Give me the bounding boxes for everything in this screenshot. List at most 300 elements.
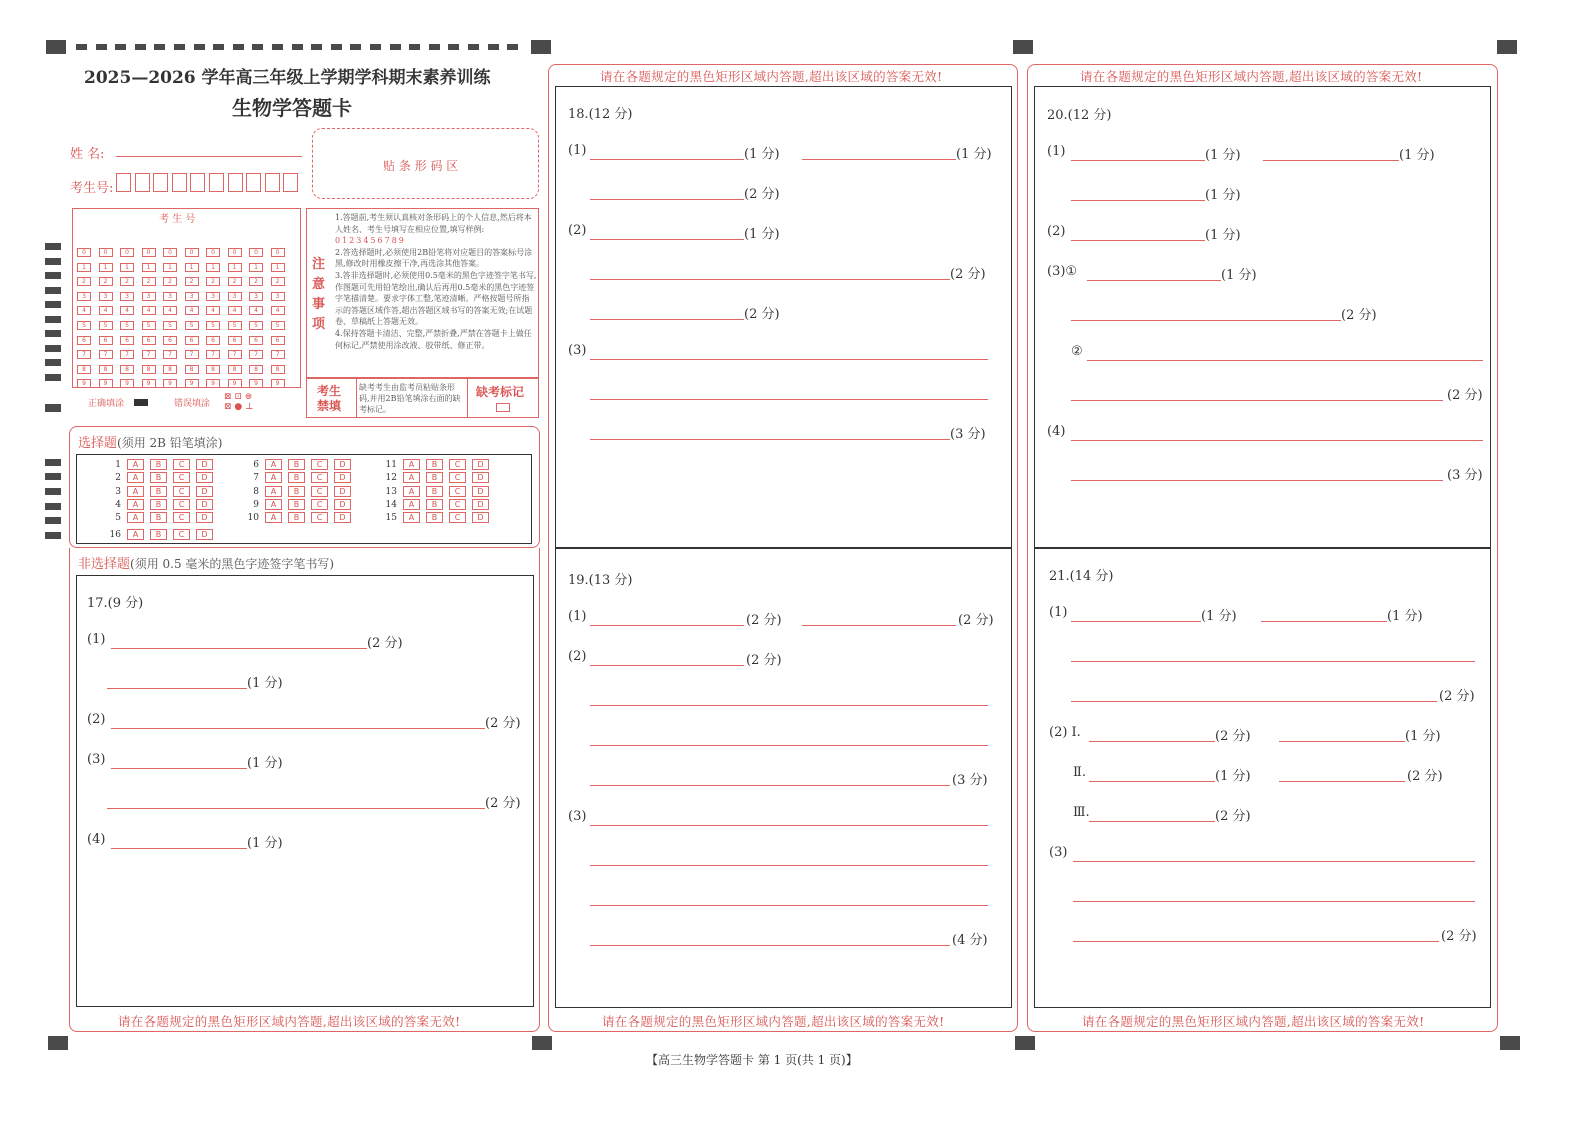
- page-footer: 【高三生物学答题卡 第 1 页(共 1 页)】: [646, 1053, 858, 1067]
- number-bubble[interactable]: 8: [228, 365, 242, 374]
- choice-bubble-c[interactable]: C: [173, 486, 190, 497]
- number-bubble[interactable]: 9: [185, 379, 199, 388]
- number-bubble[interactable]: 5: [77, 321, 91, 330]
- choice-bubble-d[interactable]: D: [334, 499, 351, 510]
- q21-score: (2 分): [1215, 729, 1251, 744]
- q18-2-answer-c[interactable]: [590, 319, 744, 320]
- number-bubble[interactable]: 7: [185, 350, 199, 359]
- side-timing-mark: [45, 459, 61, 466]
- q20-4-answer-a[interactable]: [1071, 440, 1483, 441]
- number-bubble[interactable]: 0: [185, 248, 199, 257]
- number-bubble[interactable]: 3: [185, 292, 199, 301]
- choice-bubble-c[interactable]: C: [173, 499, 190, 510]
- timing-dash: [194, 44, 205, 50]
- q18-2-answer-b[interactable]: [590, 279, 950, 280]
- number-bubble[interactable]: 0: [120, 248, 134, 257]
- q21-1-answer-b[interactable]: [1261, 621, 1387, 622]
- q20-score: (1 分): [1205, 188, 1241, 203]
- choice-bubble-d[interactable]: D: [196, 512, 213, 523]
- q18-3-answer-b[interactable]: [590, 399, 988, 400]
- number-bubble[interactable]: 3: [271, 292, 285, 301]
- choice-bubble-a[interactable]: A: [403, 512, 420, 523]
- number-bubble[interactable]: 9: [99, 379, 113, 388]
- choice-bubble-c[interactable]: C: [449, 512, 466, 523]
- correct-fill-label: 正确填涂: [88, 399, 125, 409]
- q19-3-answer-a[interactable]: [590, 825, 988, 826]
- number-bubble[interactable]: 8: [77, 365, 91, 374]
- number-bubble[interactable]: 5: [185, 321, 199, 330]
- number-bubble[interactable]: 2: [206, 277, 220, 286]
- choice-bubble-c[interactable]: C: [449, 486, 466, 497]
- id-digit-box[interactable]: [135, 173, 150, 192]
- choice-bubble-a[interactable]: A: [265, 486, 282, 497]
- choice-question: [371, 499, 495, 510]
- q20-2-answer[interactable]: [1071, 240, 1205, 241]
- number-bubble[interactable]: 7: [99, 350, 113, 359]
- number-bubble[interactable]: 0: [163, 248, 177, 257]
- choice-number: 11: [385, 460, 397, 470]
- choice-bubble-b[interactable]: B: [288, 499, 305, 510]
- choice-bubble-b[interactable]: B: [150, 529, 167, 540]
- q21-3-answer-b[interactable]: [1073, 901, 1475, 902]
- choice-bubble-d[interactable]: D: [472, 512, 489, 523]
- number-bubble[interactable]: 6: [142, 336, 156, 345]
- q21-label-2-1: (2) Ⅰ.: [1049, 725, 1081, 740]
- number-bubble[interactable]: 9: [228, 379, 242, 388]
- id-boxes[interactable]: [116, 173, 302, 193]
- q21-2-2-answer-b[interactable]: [1279, 781, 1405, 782]
- absent-label: 缺考标记: [476, 385, 525, 399]
- q19-1-answer-a[interactable]: [590, 625, 744, 626]
- number-bubble[interactable]: 3: [163, 292, 177, 301]
- id-digit-box[interactable]: [209, 173, 224, 192]
- id-digit-box[interactable]: [228, 173, 243, 192]
- id-digit-box[interactable]: [265, 173, 280, 192]
- number-bubble[interactable]: 1: [206, 263, 220, 272]
- choice-bubble-c[interactable]: C: [173, 512, 190, 523]
- timing-dash: [448, 44, 459, 50]
- side-timing-mark: [45, 243, 61, 250]
- number-bubble[interactable]: 4: [249, 306, 263, 315]
- q18-score: (2 分): [950, 267, 986, 282]
- timing-dash: [115, 44, 126, 50]
- choice-bubble-c[interactable]: C: [311, 459, 328, 470]
- number-bubble[interactable]: 8: [185, 365, 199, 374]
- number-bubble[interactable]: 2: [228, 277, 242, 286]
- choice-bubble-a[interactable]: A: [265, 512, 282, 523]
- choice-bubble-d[interactable]: D: [472, 459, 489, 470]
- choice-bubble-d[interactable]: D: [196, 486, 213, 497]
- q17-1-answer-a[interactable]: [111, 648, 367, 649]
- q19-2-answer-a[interactable]: [590, 665, 744, 666]
- choice-bubble-b[interactable]: B: [150, 486, 167, 497]
- side-timing-mark: [45, 316, 61, 323]
- q20-1-answer-b[interactable]: [1263, 160, 1399, 161]
- number-bubble[interactable]: 7: [249, 350, 263, 359]
- number-bubble[interactable]: 4: [185, 306, 199, 315]
- number-bubble[interactable]: 6: [163, 336, 177, 345]
- q21-score: (2 分): [1441, 929, 1477, 944]
- number-bubble[interactable]: 9: [163, 379, 177, 388]
- number-bubble[interactable]: 7: [142, 350, 156, 359]
- number-bubble[interactable]: 6: [249, 336, 263, 345]
- id-digit-box[interactable]: [283, 173, 298, 192]
- side-timing-mark: [45, 301, 61, 308]
- choice-bubble-b[interactable]: B: [426, 512, 443, 523]
- number-bubble[interactable]: 4: [271, 306, 285, 315]
- number-bubble[interactable]: 1: [120, 263, 134, 272]
- number-bubble[interactable]: 6: [120, 336, 134, 345]
- number-bubble[interactable]: 9: [249, 379, 263, 388]
- timing-dash: [429, 44, 440, 50]
- q20-label-3-1: (3)①: [1047, 264, 1078, 279]
- number-bubble[interactable]: 2: [163, 277, 177, 286]
- choice-bubble-c[interactable]: C: [311, 512, 328, 523]
- number-bubble[interactable]: 4: [120, 306, 134, 315]
- q18-3-answer-c[interactable]: [590, 439, 950, 440]
- number-bubble[interactable]: 7: [120, 350, 134, 359]
- q18-label-2: (2): [568, 223, 587, 238]
- number-bubble[interactable]: 1: [163, 263, 177, 272]
- choice-bubble-a[interactable]: A: [265, 472, 282, 483]
- q20-3-2-answer-b[interactable]: [1071, 400, 1443, 401]
- choice-question: [233, 486, 357, 497]
- choice-bubble-c[interactable]: C: [173, 459, 190, 470]
- q21-1-answer-d[interactable]: [1071, 701, 1437, 702]
- choice-bubble-d[interactable]: D: [334, 459, 351, 470]
- choice-bubble-b[interactable]: B: [150, 472, 167, 483]
- q18-2-answer-a[interactable]: [590, 239, 744, 240]
- q21-score: (1 分): [1387, 609, 1423, 624]
- q20-score: (1 分): [1205, 148, 1241, 163]
- page-subtitle: 生物学答题卡: [232, 96, 352, 120]
- q21-2-2-answer-a[interactable]: [1089, 781, 1215, 782]
- number-bubble[interactable]: 6: [185, 336, 199, 345]
- q21-2-3-answer[interactable]: [1089, 821, 1215, 822]
- nonchoice-title: 非选择题: [78, 557, 131, 572]
- q19-2-answer-c[interactable]: [590, 745, 988, 746]
- number-bubble[interactable]: 6: [271, 336, 285, 345]
- number-bubble[interactable]: 6: [228, 336, 242, 345]
- number-bubble[interactable]: 1: [228, 263, 242, 272]
- q18-box: [555, 86, 1012, 548]
- number-bubble[interactable]: 7: [163, 350, 177, 359]
- barcode-area: [312, 128, 539, 199]
- q20-score: (2 分): [1447, 388, 1483, 403]
- number-bubble[interactable]: 9: [142, 379, 156, 388]
- choice-bubble-a[interactable]: A: [127, 459, 144, 470]
- side-timing-mark: [45, 272, 61, 279]
- q18-score: (2 分): [744, 307, 780, 322]
- choice-bubble-a[interactable]: A: [127, 512, 144, 523]
- number-bubble[interactable]: 4: [142, 306, 156, 315]
- q20-1-answer-c[interactable]: [1071, 200, 1205, 201]
- number-bubble[interactable]: 1: [271, 263, 285, 272]
- q19-2-answer-b[interactable]: [590, 705, 988, 706]
- number-bubble[interactable]: 4: [206, 306, 220, 315]
- number-bubble[interactable]: 0: [206, 248, 220, 257]
- choice-bubble-b[interactable]: B: [426, 486, 443, 497]
- number-bubble[interactable]: 1: [249, 263, 263, 272]
- choice-bubble-a[interactable]: A: [265, 499, 282, 510]
- choice-bubble-a[interactable]: A: [403, 472, 420, 483]
- q17-title: 17.(9 分): [87, 596, 144, 611]
- q21-label-3: (3): [1049, 845, 1068, 860]
- number-bubble[interactable]: 4: [163, 306, 177, 315]
- choice-bubble-b[interactable]: B: [288, 486, 305, 497]
- q21-3-answer-a[interactable]: [1073, 861, 1475, 862]
- number-bubble[interactable]: 2: [249, 277, 263, 286]
- choice-bubble-c[interactable]: C: [449, 459, 466, 470]
- id-label: 考生号:: [70, 181, 114, 196]
- choice-bubble-d[interactable]: D: [196, 472, 213, 483]
- side-timing-mark: [45, 359, 61, 366]
- timing-dash: [174, 44, 185, 50]
- choice-number: 12: [385, 473, 397, 484]
- number-bubble[interactable]: 5: [163, 321, 177, 330]
- q21-box: [1034, 548, 1491, 1008]
- q20-label-3-2: ②: [1071, 344, 1083, 359]
- choice-bubble-d[interactable]: D: [196, 459, 213, 470]
- number-bubble[interactable]: 3: [142, 292, 156, 301]
- q20-score: (2 分): [1341, 308, 1377, 323]
- ban-box: [306, 378, 539, 418]
- q20-title: 20.(12 分): [1047, 108, 1112, 123]
- warning-col3-top: 请在各题规定的黑色矩形区域内答题,超出该区域的答案无效!: [1080, 69, 1423, 84]
- choice-bubble-d[interactable]: D: [334, 512, 351, 523]
- q17-score: (1 分): [247, 676, 283, 691]
- number-bubble[interactable]: 2: [120, 277, 134, 286]
- q17-2-answer[interactable]: [111, 728, 485, 729]
- q21-2-1-answer-a[interactable]: [1089, 741, 1215, 742]
- choice-bubble-a[interactable]: A: [403, 486, 420, 497]
- q20-score: (1 分): [1221, 268, 1257, 283]
- number-bubble[interactable]: 8: [163, 365, 177, 374]
- number-bubble[interactable]: 8: [120, 365, 134, 374]
- choice-note: (须用 2B 铅笔填涂): [117, 436, 223, 450]
- warning-col1-bottom: 请在各题规定的黑色矩形区域内答题,超出该区域的答案无效!: [118, 1014, 461, 1029]
- choice-bubble-d[interactable]: D: [196, 529, 213, 540]
- id-digit-box[interactable]: [116, 173, 131, 192]
- choice-bubble-a[interactable]: A: [127, 486, 144, 497]
- q18-1-answer-c[interactable]: [590, 199, 744, 200]
- number-bubble[interactable]: 0: [77, 248, 91, 257]
- q20-3-1-answer-b[interactable]: [1071, 320, 1341, 321]
- choice-number: 9: [253, 499, 259, 510]
- q19-3-answer-b[interactable]: [590, 865, 988, 866]
- number-bubble[interactable]: 1: [99, 263, 113, 272]
- choice-question: [233, 499, 357, 510]
- q20-3-2-answer-a[interactable]: [1087, 360, 1483, 361]
- q20-label-4: (4): [1047, 424, 1066, 439]
- number-bubble[interactable]: 2: [271, 277, 285, 286]
- number-bubble[interactable]: 7: [228, 350, 242, 359]
- number-bubble[interactable]: 1: [77, 263, 91, 272]
- choice-bubble-b[interactable]: B: [150, 512, 167, 523]
- name-field[interactable]: [116, 156, 302, 157]
- q21-2-1-answer-b[interactable]: [1279, 741, 1405, 742]
- choice-bubble-b[interactable]: B: [288, 472, 305, 483]
- choice-number: 15: [385, 513, 397, 524]
- absent-box[interactable]: [496, 403, 510, 412]
- number-bubble[interactable]: 6: [99, 336, 113, 345]
- choice-question: [371, 486, 495, 497]
- number-bubble[interactable]: 4: [99, 306, 113, 315]
- corner-mark: [532, 1036, 552, 1050]
- number-bubble[interactable]: 9: [271, 379, 285, 388]
- choice-bubble-d[interactable]: D: [334, 472, 351, 483]
- choice-bubble-c[interactable]: C: [449, 499, 466, 510]
- id-digit-box[interactable]: [190, 173, 205, 192]
- choice-bubble-b[interactable]: B: [150, 499, 167, 510]
- choice-bubble-c[interactable]: C: [173, 472, 190, 483]
- q17-3-answer-b[interactable]: [107, 808, 485, 809]
- q18-1-answer-b[interactable]: [802, 159, 956, 160]
- choice-number: 3: [115, 486, 121, 497]
- choice-bubble-a[interactable]: A: [127, 472, 144, 483]
- choice-bubble-b[interactable]: B: [426, 459, 443, 470]
- id-digit-box[interactable]: [153, 173, 168, 192]
- number-bubble[interactable]: 0: [142, 248, 156, 257]
- q17-4-answer[interactable]: [111, 848, 247, 849]
- warning-col2-bottom: 请在各题规定的黑色矩形区域内答题,超出该区域的答案无效!: [602, 1014, 945, 1029]
- number-bubble[interactable]: 7: [271, 350, 285, 359]
- choice-number: 1: [115, 460, 121, 470]
- choice-question: [371, 472, 495, 483]
- number-bubble[interactable]: 4: [228, 306, 242, 315]
- number-bubble[interactable]: 5: [228, 321, 242, 330]
- choice-bubble-b[interactable]: B: [288, 459, 305, 470]
- number-bubble[interactable]: 3: [120, 292, 134, 301]
- q19-label-2: (2): [568, 649, 587, 664]
- id-digit-box[interactable]: [246, 173, 261, 192]
- number-bubble[interactable]: 9: [77, 379, 91, 388]
- number-bubble[interactable]: 7: [77, 350, 91, 359]
- choice-bubble-c[interactable]: C: [311, 472, 328, 483]
- number-bubble[interactable]: 2: [185, 277, 199, 286]
- q21-1-answer-c[interactable]: [1071, 661, 1475, 662]
- number-bubble[interactable]: 8: [271, 365, 285, 374]
- number-bubble[interactable]: 3: [228, 292, 242, 301]
- choice-bubble-a[interactable]: A: [265, 459, 282, 470]
- q21-1-answer-a[interactable]: [1071, 621, 1201, 622]
- number-bubble[interactable]: 1: [185, 263, 199, 272]
- number-bubble[interactable]: 4: [77, 306, 91, 315]
- number-bubble[interactable]: 9: [120, 379, 134, 388]
- side-timing-mark: [45, 330, 61, 337]
- number-bubble[interactable]: 0: [228, 248, 242, 257]
- number-bubble[interactable]: 5: [249, 321, 263, 330]
- choice-question: [371, 512, 495, 523]
- number-bubble[interactable]: 3: [249, 292, 263, 301]
- choice-bubble-a[interactable]: A: [127, 529, 144, 540]
- number-bubble[interactable]: 2: [142, 277, 156, 286]
- side-timing-mark: [45, 503, 61, 510]
- choice-bubble-c[interactable]: C: [449, 472, 466, 483]
- number-bubble[interactable]: 2: [99, 277, 113, 286]
- corner-mark: [48, 1036, 68, 1050]
- number-bubble[interactable]: 0: [99, 248, 113, 257]
- choice-bubble-d[interactable]: D: [472, 472, 489, 483]
- q21-label-1: (1): [1049, 605, 1068, 620]
- number-bubble[interactable]: 8: [99, 365, 113, 374]
- timing-dash: [350, 44, 361, 50]
- q17-3-answer-a[interactable]: [111, 768, 247, 769]
- q18-1-answer-a[interactable]: [590, 159, 744, 160]
- number-bubble[interactable]: 5: [99, 321, 113, 330]
- number-bubble[interactable]: 8: [206, 365, 220, 374]
- number-bubble[interactable]: 5: [271, 321, 285, 330]
- q20-3-1-answer-a[interactable]: [1087, 280, 1221, 281]
- number-bubble[interactable]: 8: [142, 365, 156, 374]
- number-bubble[interactable]: 3: [99, 292, 113, 301]
- number-bubble[interactable]: 7: [206, 350, 220, 359]
- warning-col2-top: 请在各题规定的黑色矩形区域内答题,超出该区域的答案无效!: [600, 69, 943, 84]
- timing-dash: [135, 44, 146, 50]
- number-bubble[interactable]: 6: [206, 336, 220, 345]
- number-bubble[interactable]: 0: [271, 248, 285, 257]
- number-bubble[interactable]: 6: [77, 336, 91, 345]
- q20-4-answer-b[interactable]: [1071, 480, 1443, 481]
- choice-bubble-b[interactable]: B: [150, 459, 167, 470]
- q18-3-answer-a[interactable]: [590, 359, 988, 360]
- timing-dash: [370, 44, 381, 50]
- number-bubble[interactable]: 3: [77, 292, 91, 301]
- choice-bubble-b[interactable]: B: [288, 512, 305, 523]
- choice-bubble-b[interactable]: B: [426, 472, 443, 483]
- choice-bubble-a[interactable]: A: [127, 499, 144, 510]
- number-bubble[interactable]: 5: [120, 321, 134, 330]
- choice-bubble-d[interactable]: D: [196, 499, 213, 510]
- side-timing-mark: [45, 517, 61, 524]
- choice-number: 6: [253, 460, 259, 470]
- corner-mark: [1500, 1036, 1520, 1050]
- choice-bubble-d[interactable]: D: [472, 486, 489, 497]
- number-bubble[interactable]: 3: [206, 292, 220, 301]
- q17-1-answer-b[interactable]: [107, 688, 247, 689]
- choice-bubble-a[interactable]: A: [403, 459, 420, 470]
- top-dash-row: [76, 44, 526, 50]
- number-bubble[interactable]: 2: [77, 277, 91, 286]
- q19-2-answer-d[interactable]: [590, 785, 950, 786]
- timing-dash: [233, 44, 244, 50]
- number-bubble[interactable]: 5: [206, 321, 220, 330]
- q19-3-answer-d[interactable]: [590, 945, 950, 946]
- q21-3-answer-c[interactable]: [1073, 941, 1439, 942]
- q20-1-answer-a[interactable]: [1071, 160, 1205, 161]
- number-bubble[interactable]: 0: [249, 248, 263, 257]
- q19-3-answer-c[interactable]: [590, 905, 988, 906]
- choice-bubble-a[interactable]: A: [403, 499, 420, 510]
- choice-bubble-c[interactable]: C: [173, 529, 190, 540]
- q21-score: (1 分): [1201, 609, 1237, 624]
- choice-bubble-d[interactable]: D: [334, 486, 351, 497]
- choice-question: [233, 472, 357, 483]
- student-number-grid: [72, 208, 301, 388]
- number-bubble[interactable]: 9: [206, 379, 220, 388]
- id-digit-box[interactable]: [172, 173, 187, 192]
- choice-bubble-c[interactable]: C: [311, 499, 328, 510]
- number-bubble[interactable]: 5: [142, 321, 156, 330]
- number-bubble[interactable]: 8: [249, 365, 263, 374]
- choice-bubble-b[interactable]: B: [426, 499, 443, 510]
- number-bubble[interactable]: 1: [142, 263, 156, 272]
- choice-number: 10: [247, 513, 259, 524]
- q21-score: (2 分): [1407, 769, 1443, 784]
- q19-1-answer-b[interactable]: [802, 625, 956, 626]
- choice-bubble-c[interactable]: C: [311, 486, 328, 497]
- choice-bubble-d[interactable]: D: [472, 499, 489, 510]
